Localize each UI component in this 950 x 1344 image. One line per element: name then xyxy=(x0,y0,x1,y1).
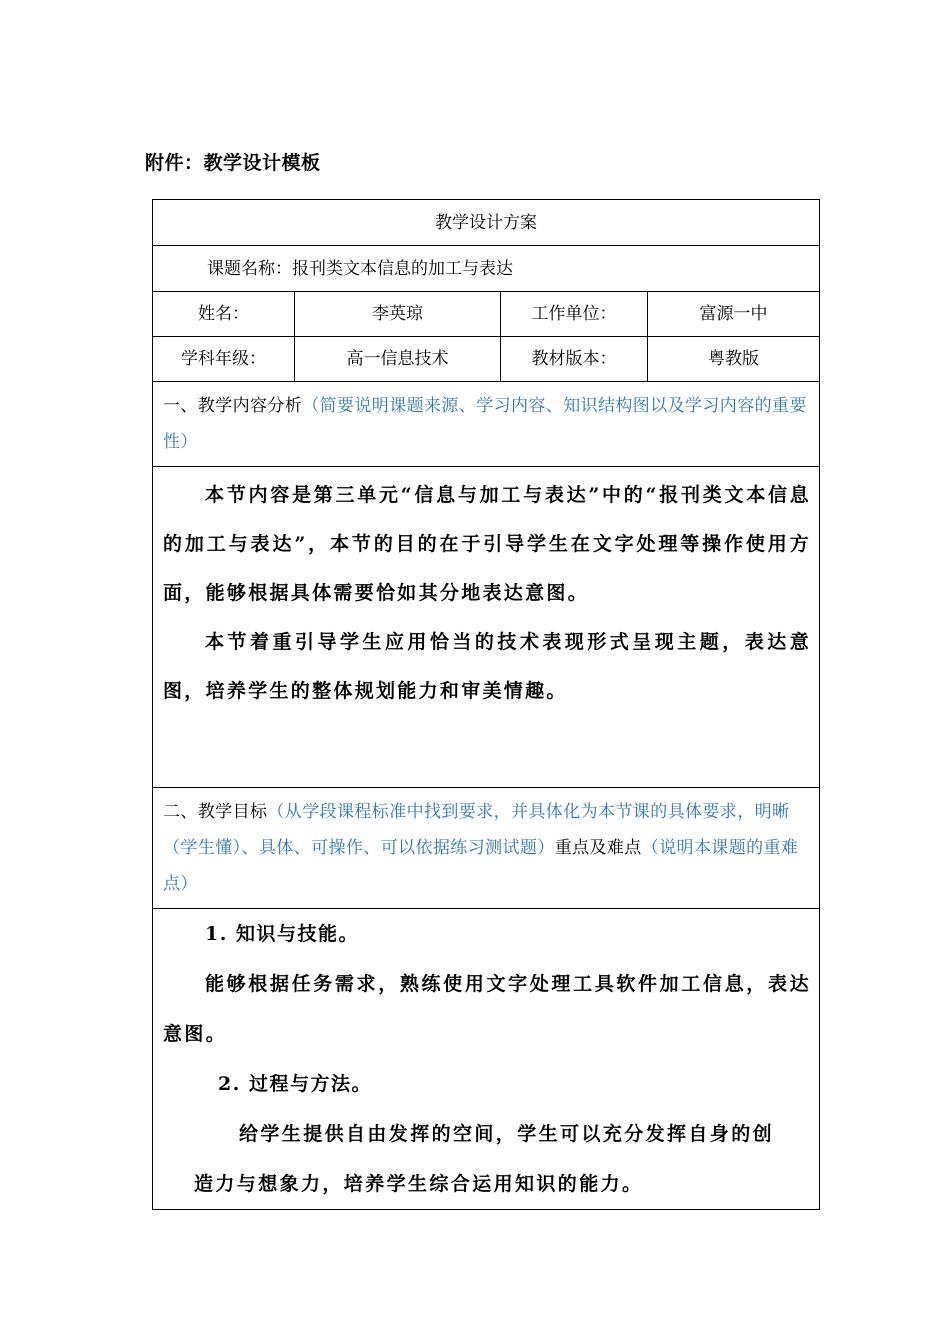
objective-2-line-2: 造力与想象力，培养学生综合运用知识的能力。 xyxy=(194,1173,644,1195)
table-header-row xyxy=(153,200,820,246)
section1-heading-cell xyxy=(153,382,820,467)
objective-1-title: 1. 知识与技能。 xyxy=(205,923,359,945)
name-value: 李英琼 xyxy=(295,292,501,337)
section2-content xyxy=(153,909,820,1210)
grade-label: 学科年级： xyxy=(153,337,295,382)
section1-heading: 一、教学内容分析 xyxy=(163,396,303,416)
attachment-title: 附件：教学设计模板 xyxy=(145,152,321,174)
name-unit-row xyxy=(153,292,820,337)
grade-value: 高一信息技术 xyxy=(295,337,501,382)
topic-line: 课题名称：报刊类文本信息的加工与表达 xyxy=(153,246,820,292)
section2-hint-2: （说明本课题的重难点） xyxy=(163,838,799,894)
section2-key-points: 重点及难点 xyxy=(554,838,642,858)
edition-label: 教材版本： xyxy=(501,337,648,382)
section1-paragraph-1: 本节内容是第三单元“信息与加工与表达”中的“报刊类文本信息的加工与表达”，本节的目的在于引导学生在文字处理等操作使用方面，能够根据具体需要恰如其分地表达意图。 xyxy=(163,484,811,604)
teaching-design-table xyxy=(152,199,820,1210)
section2-heading: 二、教学目标 xyxy=(163,802,268,822)
section1-content-row xyxy=(153,467,820,788)
name-label: 姓名： xyxy=(153,292,295,337)
section1-heading-row xyxy=(153,382,820,467)
section1-hint: （简要说明课题来源、学习内容、知识结构图以及学习内容的重要性） xyxy=(163,396,807,452)
objective-2-title: 2. 过程与方法。 xyxy=(218,1073,372,1095)
unit-label: 工作单位： xyxy=(501,292,648,337)
unit-value: 富源一中 xyxy=(648,292,820,337)
section2-heading-row xyxy=(153,788,820,909)
section1-content xyxy=(153,467,820,788)
topic-row xyxy=(153,246,820,292)
section2-heading-cell xyxy=(153,788,820,909)
section2-hint-1: （从学段课程标准中找到要求，并具体化为本节课的具体要求，明晰（学生懂）、具体、可操作、可以依据练习测试题） xyxy=(163,802,790,858)
objective-2-line-1: 给学生提供自由发挥的空间，学生可以充分发挥自身的创 xyxy=(239,1123,775,1145)
edition-value: 粤教版 xyxy=(648,337,820,382)
objective-1-text: 能够根据任务需求，熟练使用文字处理工具软件加工信息，表达意图。 xyxy=(163,973,811,1045)
grade-edition-row xyxy=(153,337,820,382)
table-header: 教学设计方案 xyxy=(153,200,820,246)
section1-paragraph-2: 本节着重引导学生应用恰当的技术表现形式呈现主题，表达意图，培养学生的整体规划能力和审美情趣。 xyxy=(163,631,811,702)
section2-content-row xyxy=(153,909,820,1210)
